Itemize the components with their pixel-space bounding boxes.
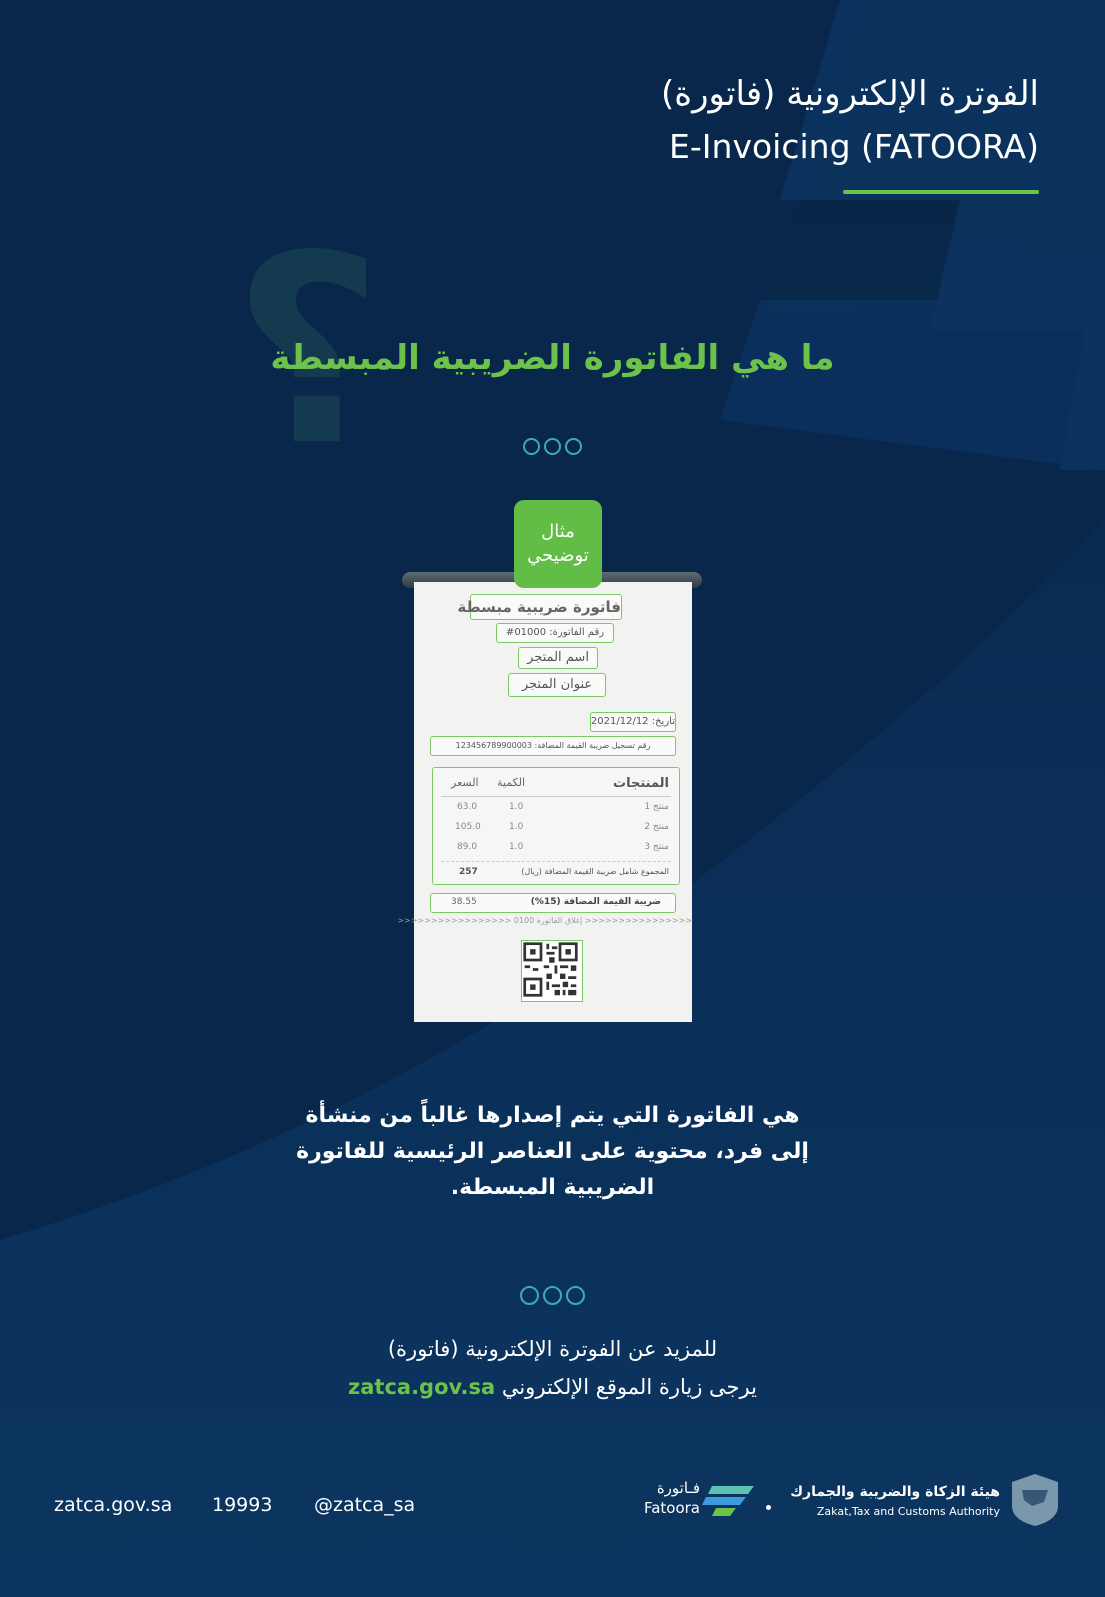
fatoora-logo-english: Fatoora [643,1499,700,1517]
table-row-price: 105.0 [455,822,481,832]
table-row-quantity: 1.0 [509,842,524,852]
more-info [0,1330,1105,1406]
separator-dot [766,1505,771,1510]
table-row-price: 63.0 [457,802,478,812]
more-info-text: يرجى زيارة الموقع الإلكتروني [501,1375,757,1399]
dot-icon [566,1286,585,1305]
question-mark-decoration: ؟ [232,201,383,503]
description-line: إلى فرد، محتوية على العناصر الرئيسية للفاتورة [296,1139,809,1164]
fatoora-logo-icon [702,1482,760,1518]
authority-emblem-icon [1010,1472,1060,1528]
example-tag-line1: مثال [541,521,575,542]
receipt-illustration [397,500,708,1044]
more-info-line1: للمزيد عن الفوترة الإلكترونية (فاتورة) [387,1337,718,1361]
footer-handle[interactable]: @zatca_sa [314,1494,416,1516]
table-total-label: المجموع شامل ضريبة القيمة المضافة (ريال) [521,867,669,876]
table-header-products: المنتجات [613,776,669,791]
receipt-vat-label: ضريبة القيمة المضافة (15%) [530,897,661,907]
header [661,72,1039,194]
receipt-date: تاريخ: 2021/12/12 [590,712,676,732]
receipt-vat-registration: رقم تسجيل ضريبة القيمة المضافة: 123456789900003 [430,736,676,756]
authority-name-arabic: هيئة الزكاة والضريبة والجمارك [790,1484,1000,1500]
dot-icon [565,438,582,455]
receipt-torn-edge [414,1014,692,1028]
table-row-price: 89.0 [457,842,478,852]
table-header-price: السعر [451,776,479,789]
table-divider [441,861,671,862]
receipt-products-table [432,767,680,885]
example-tag-line2: توضيحي [527,545,589,566]
fatoora-logo-text [590,1478,700,1518]
authority-logo-text [780,1482,1000,1522]
dots-divider-bottom [0,1286,1105,1309]
receipt-store-address: عنوان المتجر [508,673,606,697]
table-row-product: منتج 1 [644,802,669,812]
website-link[interactable]: zatca.gov.sa [348,1375,496,1399]
dot-icon [523,438,540,455]
table-total-value: 257 [459,867,478,877]
description-line: الضريبية المبسطة. [450,1175,655,1200]
table-row-quantity: 1.0 [509,802,524,812]
receipt-paper [397,582,692,1022]
receipt-vat-box [430,893,676,913]
footer-phone: 19993 [212,1494,273,1516]
receipt-title: فاتورة ضريبية مبسطة [470,594,622,620]
page-title: ما هي الفاتورة الضريبية المبسطة [270,338,835,378]
receipt-vat-value: 38.55 [451,897,477,907]
dot-icon [544,438,561,455]
receipt-store-name: اسم المتجر [518,647,598,669]
table-header-quantity: الكمية [497,776,526,789]
example-tag [514,500,602,588]
qr-code-icon [521,940,583,1002]
fatoora-logo-arabic: فـاتورة [656,1479,700,1497]
description-line: هي الفاتورة التي يتم إصدارها غالباً من منشأة [305,1103,800,1128]
authority-name-english: Zakat,Tax and Customs Authority [816,1505,1000,1518]
receipt-closing-line: <<<<<<<<<<<<<<<< إغلاق الفاتورة 0100 <<<<<<<<<<<<<<<<< [397,916,692,925]
table-row-product: منتج 2 [644,822,669,832]
more-info-line2 [0,1368,1105,1406]
header-underline [843,190,1039,194]
table-row-quantity: 1.0 [509,822,524,832]
receipt-invoice-number: رقم الفاتورة: 01000# [496,623,614,643]
table-row-product: منتج 3 [644,842,669,852]
dot-icon [520,1286,539,1305]
description [0,1098,1105,1206]
dots-divider-top [0,438,1105,459]
dot-icon [543,1286,562,1305]
table-divider [441,796,671,797]
footer-website[interactable]: zatca.gov.sa [54,1494,173,1516]
header-title-arabic: الفوترة الإلكترونية (فاتورة) [661,74,1039,114]
header-title-english: E-Invoicing (FATOORA) [669,127,1039,166]
